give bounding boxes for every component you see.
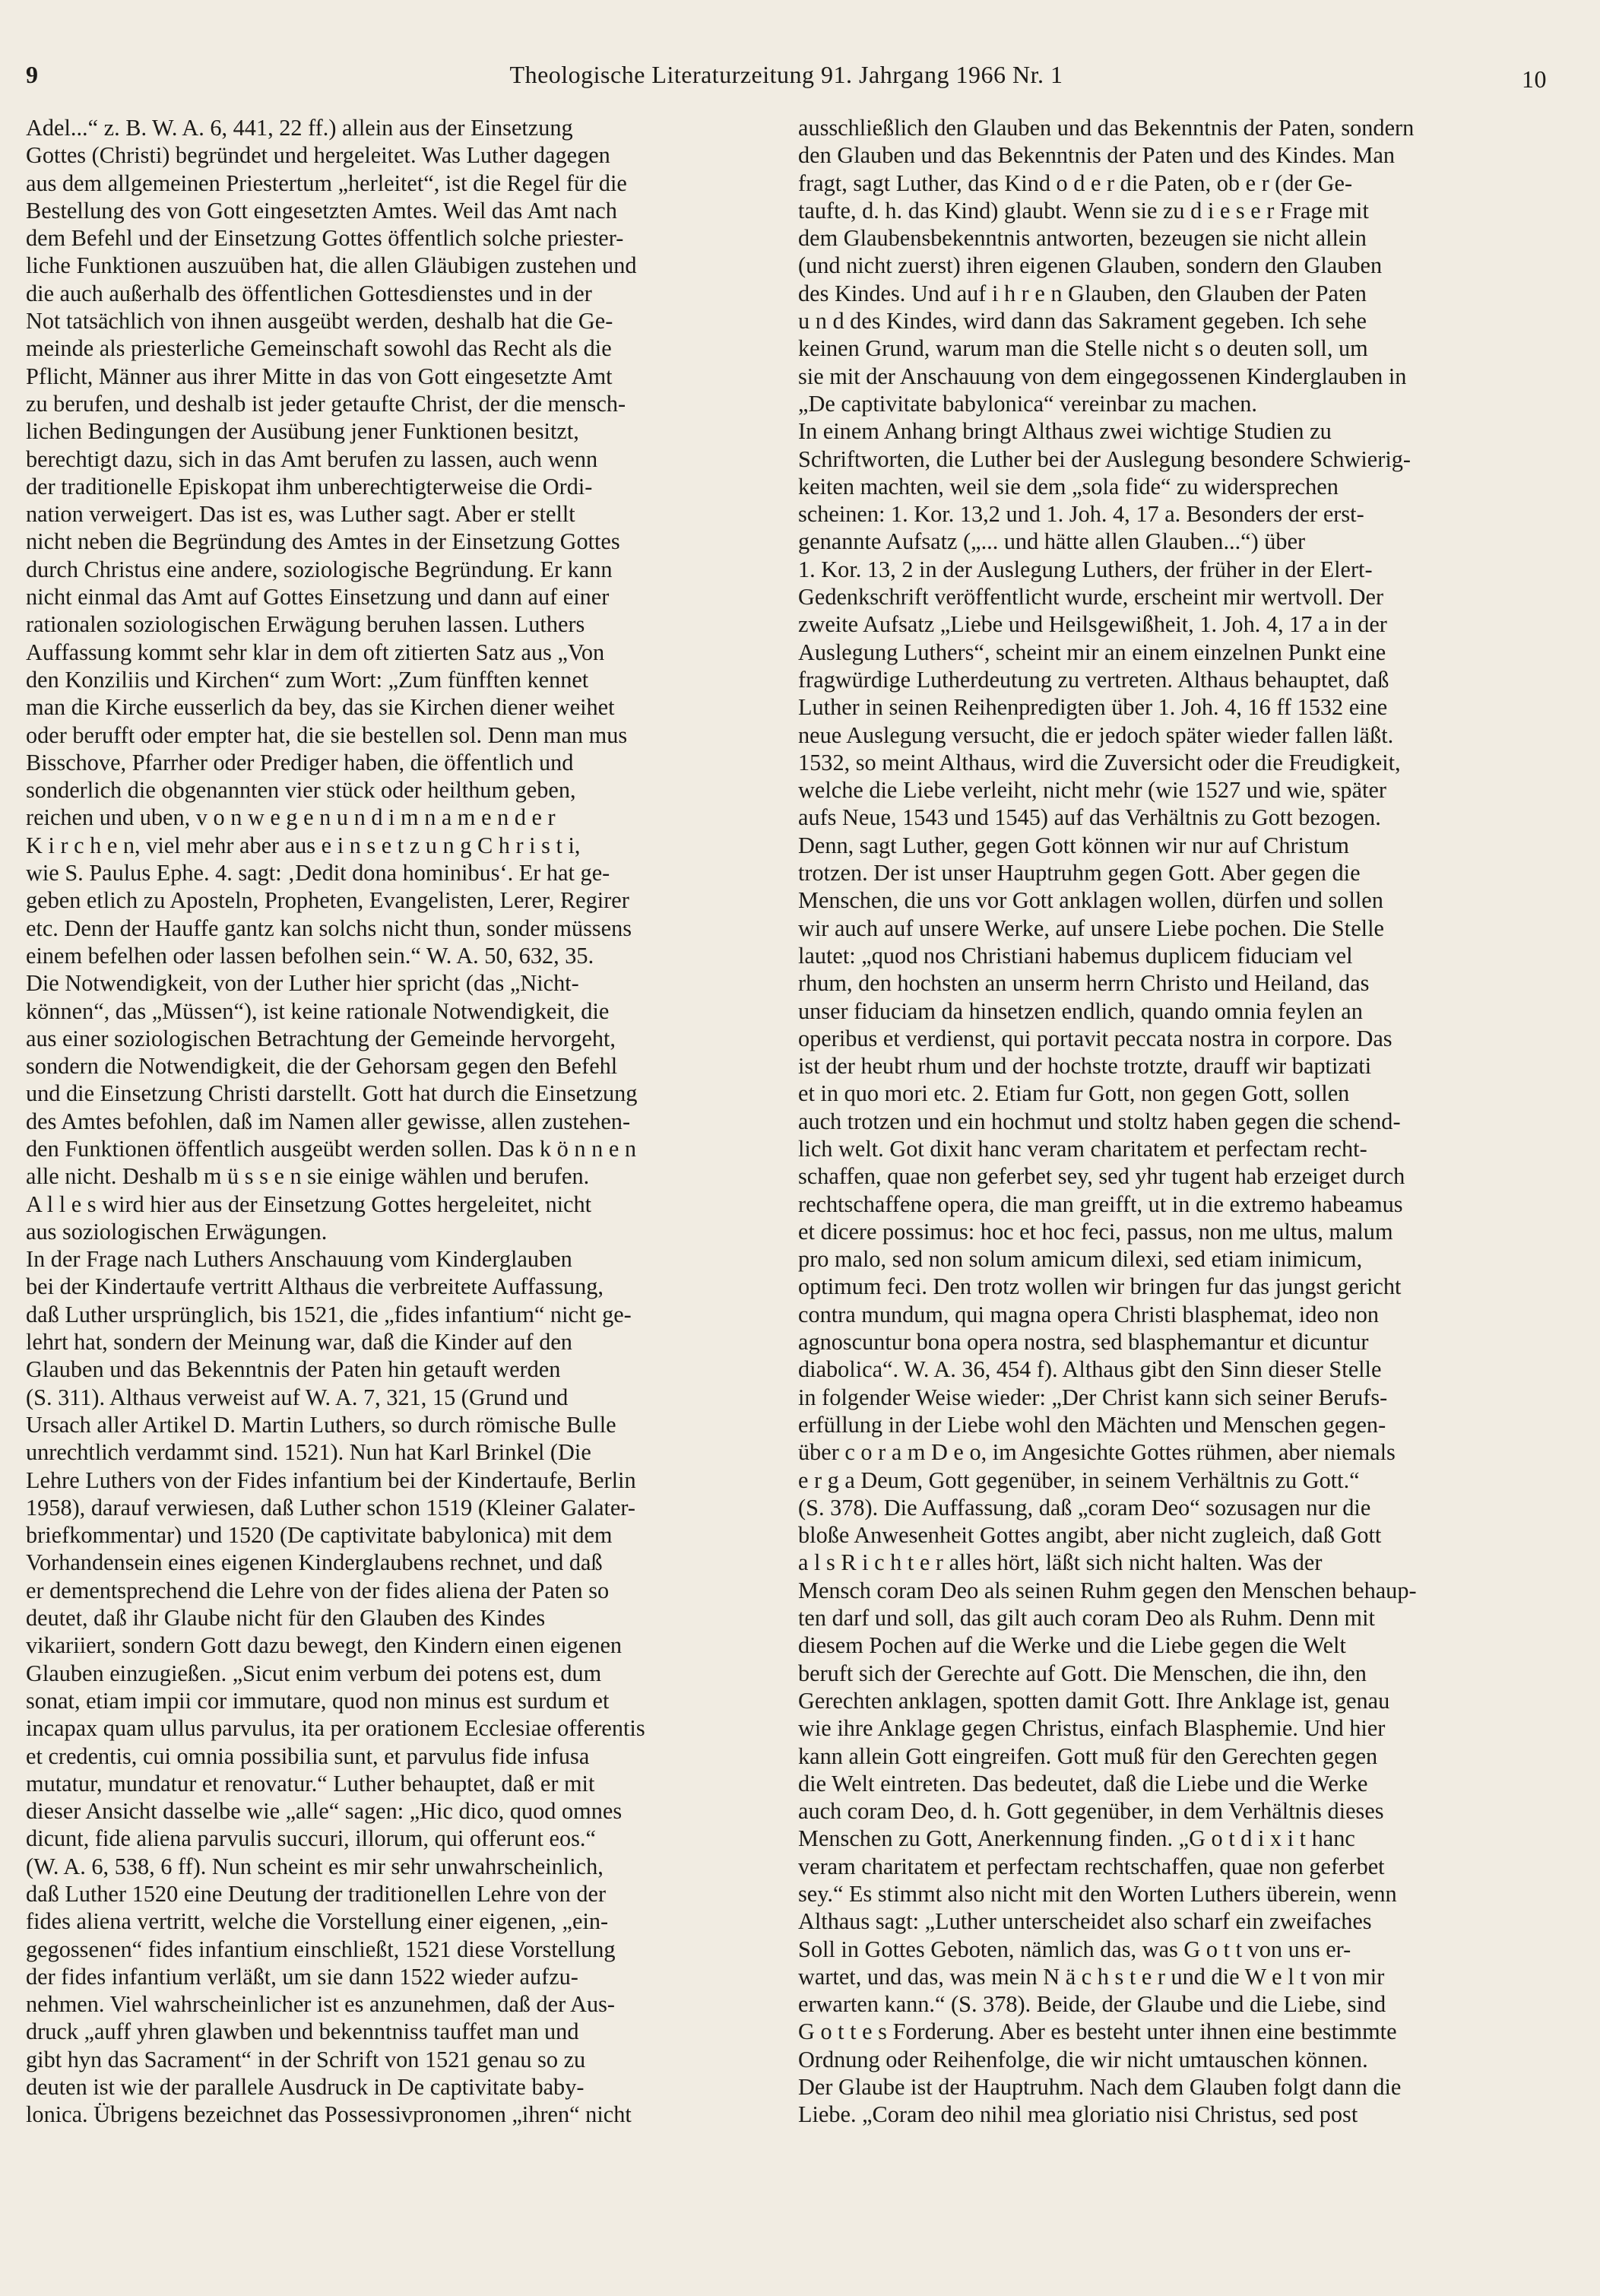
text-line: oder berufft oder empter hat, die sie bestellen sol. Denn man mus [26, 721, 628, 748]
text-line: fragt, sagt Luther, das Kind o d e r die Paten, ob e r (der Ge- [798, 170, 1353, 196]
text-line: Althaus sagt: „Luther unterscheidet also scharf ein zweifaches [798, 1908, 1372, 1935]
text-line: auch coram Deo, d. h. Gott gegenüber, in dem Verhältnis dieses [798, 1798, 1384, 1825]
text-line: können“, das „Müssen“), ist keine rationale Notwendigkeit, die [26, 997, 610, 1024]
text-line: lonica. Übrigens bezeichnet das Possessivpronomen „ihren“ nicht [26, 2101, 632, 2128]
text-line: bei der Kindertaufe vertritt Althaus die verbreitete Auffassung, [26, 1273, 604, 1300]
text-line: gibt hyn das Sacrament“ in der Schrift von 1521 genau so zu [26, 2046, 586, 2072]
text-line: zweite Aufsatz „Liebe und Heilsgewißheit, 1. Joh. 4, 17 a in der [798, 611, 1387, 638]
text-line: Mensch coram Deo als seinen Ruhm gegen den Menschen behaup- [798, 1577, 1417, 1603]
page-number-left: 9 [26, 61, 39, 88]
text-line: des Kindes. Und auf i h r e n Glauben, den Glauben der Paten [798, 280, 1367, 306]
text-line: genannte Aufsatz („... und hätte allen Glauben...“) über [798, 528, 1306, 555]
text-line: einem befelhen oder lassen befolhen sein.“ W. A. 50, 632, 35. [26, 942, 594, 969]
text-line: sondern die Notwendigkeit, die der Gehorsam gegen den Befehl [26, 1053, 618, 1080]
text-line: Soll in Gottes Geboten, nämlich das, was G o t t von uns er- [798, 1936, 1351, 1962]
text-line: Gerechten anklagen, spotten damit Gott. Ihre Anklage ist, genau [798, 1687, 1390, 1714]
text-line: A l l e s wird hier aus der Einsetzung Gottes hergeleitet, nicht [26, 1191, 592, 1217]
text-line: Vorhandensein eines eigenen Kinderglaubens rechnet, und daß [26, 1549, 603, 1576]
text-line: mutatur, mundatur et renovatur.“ Luther behauptet, daß er mit [26, 1770, 595, 1797]
text-line: a l s R i c h t e r alles hört, läßt sich nicht halten. Was der [798, 1549, 1323, 1576]
text-line: den Konziliis und Kirchen“ zum Wort: „Zum fünfften kennet [26, 666, 589, 693]
text-line: dieser Ansicht dasselbe wie „alle“ sagen: „Hic dico, quod omnes [26, 1798, 623, 1825]
text-line: Gottes (Christi) begründet und hergeleitet. Was Luther dagegen [26, 142, 610, 169]
text-line: über c o r a m D e o, im Angesichte Gottes rühmen, aber niemals [798, 1439, 1396, 1466]
text-line: sonderlich die obgenannten vier stück oder heilthum geben, [26, 777, 576, 804]
text-line: sey.“ Es stimmt also nicht mit den Worten Luthers überein, wenn [798, 1881, 1397, 1907]
text-line: liche Funktionen auszuüben hat, die allen Gläubigen zustehen und [26, 252, 637, 279]
text-line: lichen Bedingungen der Ausübung jener Funktionen besitzt, [26, 418, 579, 445]
text-line: wartet, und das, was mein N ä c h s t e r und die W e l t von mir [798, 1963, 1385, 1990]
text-line: Gedenkschrift veröffentlicht wurde, erscheint mir wertvoll. Der [798, 584, 1384, 610]
text-line: rechtschaffene opera, die man greifft, ut in die extremo habeamus [798, 1191, 1403, 1217]
text-line: er dementsprechend die Lehre von der fides aliena der Paten so [26, 1577, 610, 1603]
text-line: meinde als priesterliche Gemeinschaft sowohl das Recht als die [26, 335, 612, 362]
text-line: nicht neben die Begründung des Amtes in der Einsetzung Gottes [26, 528, 620, 555]
text-line: rhum, den hochsten an unserm herrn Christo und Heiland, das [798, 970, 1370, 997]
text-line: lehrt hat, sondern der Meinung war, daß die Kinder auf den [26, 1329, 572, 1356]
text-line: briefkommentar) und 1520 (De captivitate babylonica) mit dem [26, 1522, 613, 1549]
text-line: (S. 378). Die Auffassung, daß „coram Deo“ sozusagen nur die [798, 1494, 1371, 1521]
text-line: vikariiert, sondern Gott dazu bewegt, den Kindern einen eigenen [26, 1632, 623, 1659]
text-line: lautet: „quod nos Christiani habemus duplicem fiduciam vel [798, 942, 1353, 969]
text-line: (und nicht zuerst) ihren eigenen Glauben, sondern den Glauben [798, 252, 1383, 279]
text-line: scheinen: 1. Kor. 13,2 und 1. Joh. 4, 17 a. Besonders der erst- [798, 501, 1364, 528]
text-line: durch Christus eine andere, soziologische Begründung. Er kann [26, 556, 613, 582]
text-line: Ordnung oder Reihenfolge, die wir nicht umtauschen können. [798, 2046, 1368, 2072]
text-line: diesem Pochen auf die Werke und die Liebe gegen die Welt [798, 1632, 1346, 1659]
text-line: in folgender Weise wieder: „Der Christ kann sich seiner Berufs- [798, 1384, 1388, 1410]
text-line: e r g a Deum, Gott gegenüber, in seinem Verhältnis zu Gott.“ [798, 1467, 1360, 1493]
text-line: K i r c h e n, viel mehr aber aus e i n s e t z u n g C h r i s t i, [26, 832, 581, 858]
text-line: kann allein Gott eingreifen. Gott muß für den Gerechten gegen [798, 1743, 1378, 1769]
text-line: die Welt eintreten. Das bedeutet, daß die Liebe und die Werke [798, 1770, 1368, 1797]
text-line: etc. Denn der Hauffe gantz kan solchs nicht thun, sonder müssens [26, 915, 632, 941]
text-line: et in quo mori etc. 2. Etiam fur Gott, non gegen Gott, sollen [798, 1080, 1350, 1107]
text-line: die auch außerhalb des öffentlichen Gottesdienstes und in der [26, 280, 592, 306]
text-line: wie S. Paulus Ephe. 4. sagt: ‚Dedit dona hominibus‘. Er hat ge- [26, 860, 610, 886]
text-line: (W. A. 6, 538, 6 ff). Nun scheint es mir sehr unwahrscheinlich, [26, 1853, 604, 1879]
text-line: 1. Kor. 13, 2 in der Auslegung Luthers, der früher in der Elert- [798, 556, 1373, 582]
text-line: Denn, sagt Luther, gegen Gott können wir nur auf Christum [798, 832, 1349, 858]
text-line: Die Notwendigkeit, von der Luther hier spricht (das „Nicht- [26, 970, 579, 997]
text-line: Luther in seinen Reihenpredigten über 1. Joh. 4, 16 ff 1532 eine [798, 694, 1388, 721]
text-line: agnoscuntur bona opera nostra, sed blasphemantur et dicuntur [798, 1329, 1369, 1356]
text-line: incapax quam ullus parvulus, ita per orationem Ecclesiae offerentis [26, 1715, 645, 1742]
text-line: auch trotzen und ein hochmut und stoltz haben gegen die schend- [798, 1108, 1401, 1134]
text-line: welche die Liebe verleiht, nicht mehr (wie 1527 und wie, später [798, 777, 1386, 804]
text-line: berechtigt dazu, sich in das Amt berufen zu lassen, auch wenn [26, 446, 598, 472]
text-line: Adel...“ z. B. W. A. 6, 441, 22 ff.) allein aus der Einsetzung [26, 115, 573, 141]
text-line: et dicere possimus: hoc et hoc feci, passus, non me ultus, malum [798, 1218, 1393, 1245]
page-number-right: 10 [1522, 65, 1547, 93]
text-line: druck „auff yhren glawben und bekenntniss tauffet man und [26, 2019, 579, 2045]
text-line: aus dem allgemeinen Priestertum „herleitet“, ist die Regel für die [26, 170, 627, 196]
text-line: fragwürdige Lutherdeutung zu vertreten. Althaus behauptet, daß [798, 666, 1389, 693]
text-line: man die Kirche eusserlich da bey, das sie Kirchen diener weihet [26, 694, 615, 721]
text-line: 1958), darauf verwiesen, daß Luther schon 1519 (Kleiner Galater- [26, 1494, 635, 1521]
text-line: „De captivitate babylonica“ vereinbar zu machen. [798, 390, 1257, 417]
text-line: des Amtes befohlen, daß im Namen aller gewisse, allen zustehen- [26, 1108, 631, 1134]
text-line: aus einer soziologischen Betrachtung der Gemeinde hervorgeht, [26, 1025, 616, 1051]
text-line: (S. 311). Althaus verweist auf W. A. 7, 321, 15 (Grund und [26, 1384, 569, 1410]
text-line: bloße Anwesenheit Gottes angibt, aber nicht zugleich, daß Gott [798, 1522, 1382, 1549]
text-line: Ursach aller Artikel D. Martin Luthers, so durch römische Bulle [26, 1411, 616, 1438]
text-line: unrechtlich verdammt sind. 1521). Nun hat Karl Brinkel (Die [26, 1439, 591, 1466]
text-line: den Funktionen öffentlich ausgeübt werden sollen. Das k ö n n e n [26, 1135, 636, 1162]
text-line: u n d des Kindes, wird dann das Sakrament gegeben. Ich sehe [798, 308, 1367, 335]
text-line: fides aliena vertritt, welche die Vorstellung einer eigenen, „ein- [26, 1908, 609, 1935]
text-line: Schriftworten, die Luther bei der Auslegung besondere Schwierig- [798, 446, 1411, 472]
right-column [798, 114, 1545, 2129]
running-header [26, 61, 1547, 99]
text-line: Auffassung kommt sehr klar in dem oft zitierten Satz aus „Von [26, 639, 605, 665]
text-line: alle nicht. Deshalb m ü s s e n sie einige wählen und berufen. [26, 1163, 590, 1190]
text-line: Bestellung des von Gott eingesetzten Amtes. Weil das Amt nach [26, 197, 617, 224]
text-line: dem Glaubensbekenntnis antworten, bezeugen sie nicht allein [798, 225, 1367, 252]
text-line: nehmen. Viel wahrscheinlicher ist es anzunehmen, daß der Aus- [26, 1991, 615, 2018]
text-line: sonat, etiam impii cor immutare, quod non minus est surdum et [26, 1687, 610, 1714]
text-line: Menschen, die uns vor Gott anklagen wollen, dürfen und sollen [798, 887, 1383, 914]
text-line: Lehre Luthers von der Fides infantium bei der Kindertaufe, Berlin [26, 1467, 636, 1493]
text-line: ten darf und soll, das gilt auch coram Deo als Ruhm. Denn mit [798, 1605, 1375, 1632]
text-line: schaffen, quae non geferbet sey, sed yhr tugent hab erzeiget durch [798, 1163, 1405, 1190]
text-line: Glauben und das Bekenntnis der Paten hin getauft werden [26, 1356, 561, 1383]
text-line: taufte, d. h. das Kind) glaubt. Wenn sie zu d i e s e r Frage mit [798, 197, 1369, 224]
text-line: erfüllung in der Liebe wohl den Mächten und Menschen gegen- [798, 1411, 1386, 1438]
text-line: daß Luther 1520 eine Deutung der traditionellen Lehre von der [26, 1881, 607, 1907]
text-line: nicht einmal das Amt auf Gottes Einsetzung und dann auf einer [26, 584, 610, 610]
text-line: reichen und uben, v o n w e g e n u n d i m n a m e n d e r [26, 804, 556, 831]
text-line: In der Frage nach Luthers Anschauung vom Kinderglauben [26, 1246, 572, 1273]
text-line: ausschließlich den Glauben und das Bekenntnis der Paten, sondern [798, 115, 1415, 141]
text-line: Menschen zu Gott, Anerkennung finden. „G o t d i x i t hanc [798, 1825, 1355, 1852]
text-line: contra mundum, qui magna opera Christi blasphemat, ideo non [798, 1301, 1379, 1327]
text-line: geben etlich zu Aposteln, Propheten, Evangelisten, Lerer, Regirer [26, 887, 629, 914]
text-line: deuten ist wie der parallele Ausdruck in De captivitate baby- [26, 2074, 585, 2101]
text-line: Not tatsächlich von ihnen ausgeübt werden, deshalb hat die Ge- [26, 308, 613, 335]
text-line: In einem Anhang bringt Althaus zwei wichtige Studien zu [798, 418, 1332, 445]
text-line: beruft sich der Gerechte auf Gott. Die Menschen, die ihn, den [798, 1660, 1367, 1686]
text-line: et credentis, cui omnia possibilia sunt, et parvulus fide infusa [26, 1743, 590, 1769]
text-line: dem Befehl und der Einsetzung Gottes öffentlich solche priester- [26, 225, 624, 252]
text-line: gegossenen“ fides infantium einschließt, 1521 diese Vorstellung [26, 1936, 616, 1962]
text-line: neue Auslegung versucht, die er jedoch später wieder fallen läßt. [798, 721, 1394, 748]
text-line: Bisschove, Pfarrher oder Prediger haben, die öffentlich und [26, 749, 574, 775]
text-line: Auslegung Luthers“, scheint mir an einem einzelnen Punkt eine [798, 639, 1386, 665]
text-line: rationalen soziologischen Erwägung beruhen lassen. Luthers [26, 611, 585, 638]
text-line: den Glauben und das Bekenntnis der Paten und des Kindes. Man [798, 142, 1396, 169]
text-line: wie ihre Anklage gegen Christus, einfach Blasphemie. Und hier [798, 1715, 1386, 1742]
left-column [26, 114, 771, 2129]
text-line: 1532, so meint Althaus, wird die Zuversicht oder die Freudigkeit, [798, 749, 1401, 775]
text-line: und die Einsetzung Christi darstellt. Gott hat durch die Einsetzung [26, 1080, 638, 1107]
text-line: der traditionelle Episkopat ihm unberechtigterweise die Ordi- [26, 473, 593, 499]
text-line: operibus et verdienst, qui portavit peccata nostra in corpore. Das [798, 1025, 1392, 1051]
text-line: daß Luther ursprünglich, bis 1521, die „fides infantium“ nicht ge- [26, 1301, 632, 1327]
journal-title: Theologische Literaturzeitung 91. Jahrgang 1966 Nr. 1 [509, 61, 1063, 88]
text-line: keinen Grund, warum man die Stelle nicht s o deuten soll, um [798, 335, 1368, 362]
text-line: ist der heubt rhum und der hochste trotzte, drauff wir baptizati [798, 1053, 1372, 1080]
text-line: der fides infantium verläßt, um sie dann 1522 wieder aufzu- [26, 1963, 578, 1990]
text-line: unser fiduciam da hinsetzen endlich, quando omnia feylen an [798, 997, 1363, 1024]
text-line: Der Glaube ist der Hauptruhm. Nach dem Glauben folgt dann die [798, 2074, 1402, 2101]
text-line: deutet, daß ihr Glaube nicht für den Glauben des Kindes [26, 1605, 546, 1632]
text-line: optimum feci. Den trotz wollen wir bringen fur das jungst gericht [798, 1273, 1402, 1300]
text-line: dicunt, fide aliena parvulis succuri, illorum, qui offerunt eos.“ [26, 1825, 596, 1852]
text-line: Glauben einzugießen. „Sicut enim verbum dei potens est, dum [26, 1660, 602, 1686]
text-line: keiten machten, weil sie dem „sola fide“ zu widersprechen [798, 473, 1339, 499]
text-line: veram charitatem et perfectam rechtschaffen, quae non geferbet [798, 1853, 1385, 1879]
text-line: aufs Neue, 1543 und 1545) auf das Verhältnis zu Gott bezogen. [798, 804, 1381, 831]
text-line: zu berufen, und deshalb ist jeder getaufte Christ, der die mensch- [26, 390, 626, 417]
text-line: wir auch auf unsere Werke, auf unsere Liebe pochen. Die Stelle [798, 915, 1384, 941]
text-line: Pflicht, Männer aus ihrer Mitte in das von Gott eingesetzte Amt [26, 363, 613, 389]
text-line: aus soziologischen Erwägungen. [26, 1218, 328, 1245]
text-line: lich welt. Got dixit hanc veram charitatem et perfectam recht- [798, 1135, 1367, 1162]
text-line: G o t t e s Forderung. Aber es besteht unter ihnen eine bestimmte [798, 2019, 1397, 2045]
text-line: Liebe. „Coram deo nihil mea gloriatio nisi Christus, sed post [798, 2101, 1358, 2128]
text-line: sie mit der Anschauung von dem eingegossenen Kinderglauben in [798, 363, 1407, 389]
text-line: nation verweigert. Das ist es, was Luther sagt. Aber er stellt [26, 501, 575, 528]
text-line: pro malo, sed non solum amicum dilexi, sed etiam inimicum, [798, 1246, 1363, 1273]
text-line: trotzen. Der ist unser Hauptruhm gegen Gott. Aber gegen die [798, 860, 1361, 886]
text-line: erwarten kann.“ (S. 378). Beide, der Glaube und die Liebe, sind [798, 1991, 1386, 2018]
text-line: diabolica“. W. A. 36, 454 f). Althaus gibt den Sinn dieser Stelle [798, 1356, 1382, 1383]
